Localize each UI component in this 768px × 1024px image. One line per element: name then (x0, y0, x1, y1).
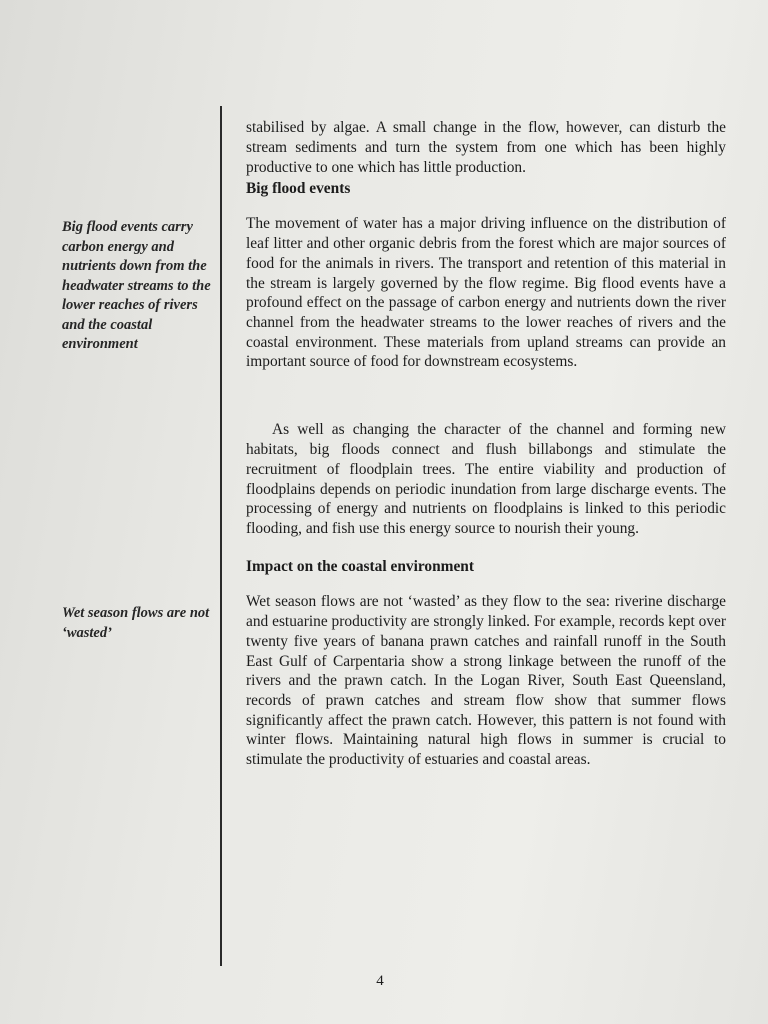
margin-divider-rule (220, 106, 222, 966)
margin-note-big-floods: Big flood events carry carbon energy and nutrients down from the headwater streams to the lower reaches of rivers and the coastal environment (62, 219, 211, 352)
paragraph-movement-of-water: The movement of water has a major driving influence on the distribution of leaf litter and other organic debris from the forest which are major sources of food for the animals in rivers. The transport and retention of this material in the stream is largely governed by the flow regime. Big flood events have a profound effect on the passage of carbon energy and nutrients down the river channel from the headwater streams to the lower reaches of rivers and the coastal environment. These materials from upland streams can provide an important source of food for downstream ecosystems. (246, 215, 726, 371)
paragraph-changing-channel: As well as changing the character of the channel and forming new habitats, big floods connect and flush billabongs and stimulate the recruitment of floodplain trees. The entire viability and production of floodplains depends on periodic inundation from large discharge events. The processing of energy and nutrients on floodplains is linked to this periodic flooding, and fish use this energy source to nourish their young. (246, 421, 726, 537)
opening-paragraph: stabilised by algae. A small change in the flow, however, can disturb the stream sediments and turn the system from one which has been highly productive to one which has little production. (246, 119, 726, 176)
page-number: 4 (376, 973, 384, 989)
section-heading-coastal-impact: Impact on the coastal environment (246, 558, 474, 575)
section-heading-big-flood-events: Big flood events (246, 180, 351, 197)
paragraph-wet-season-flows: Wet season flows are not ‘wasted’ as they flow to the sea: riverine discharge and estuarine productivity are strongly linked. For example, records kept over twenty five years of banana prawn catches and rainfall runoff in the South East Gulf of Carpentaria show a strong linkage between the runoff of the rivers and the prawn catch. In the Logan River, South East Queensland, records of prawn catches and stream flow show that summer flows significantly affect the prawn catch. However, this pattern is not found with winter flows. Maintaining natural high flows in summer is crucial to stimulate the productivity of estuaries and coastal areas. (246, 593, 726, 769)
margin-note-wet-season: Wet season flows are not ‘wasted’ (62, 605, 210, 641)
